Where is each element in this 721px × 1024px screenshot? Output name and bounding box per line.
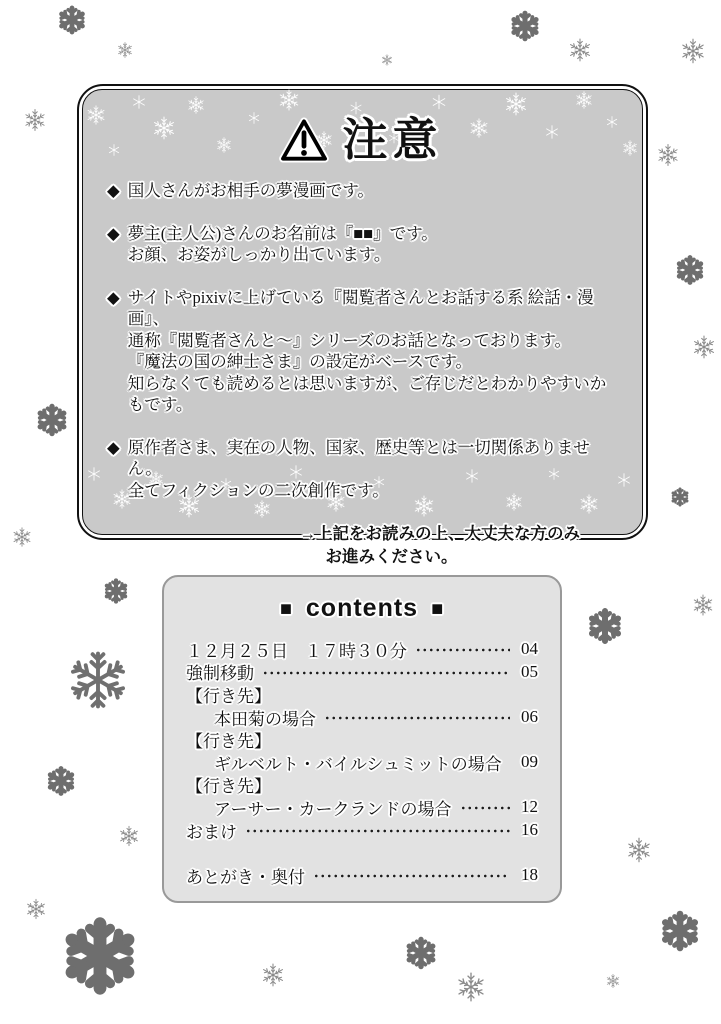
- warning-item: [107, 437, 616, 502]
- warning-title-text: 注意: [342, 115, 443, 165]
- contents-box: [162, 575, 562, 903]
- toc-label: アーサー・カークランドの場合: [214, 799, 452, 819]
- toc-label: 強制移動: [186, 664, 254, 684]
- snowflake-icon: [25, 110, 45, 131]
- snowflake-icon: [628, 838, 651, 862]
- toc-row: [186, 661, 538, 684]
- toc-label: ギルベルト・バイルシュミットの場合: [214, 754, 502, 774]
- contents-list: [186, 638, 538, 887]
- toc-page-number: 09: [521, 752, 538, 772]
- snowflake-icon: [118, 42, 133, 57]
- snowflake-icon: [407, 937, 436, 969]
- toc-leader-dots: [260, 661, 510, 684]
- snowflake-icon: [262, 964, 283, 986]
- snowflake-icon: [662, 911, 698, 952]
- square-bullet-icon: ■: [431, 597, 445, 620]
- toc-row: [186, 751, 538, 774]
- toc-page-number: 18: [521, 865, 538, 885]
- toc-label: 【行き先】: [186, 686, 271, 706]
- contents-title: [186, 594, 538, 623]
- warning-footer: [300, 522, 581, 568]
- warning-title: [107, 114, 616, 166]
- toc-page-number: 05: [521, 661, 538, 681]
- warning-content: [83, 90, 642, 568]
- toc-page-number: 06: [521, 707, 538, 727]
- diamond-bullet-icon: ◆: [107, 437, 120, 457]
- toc-page-number: 16: [521, 820, 538, 840]
- toc-leader-dots: [311, 864, 510, 887]
- snowflake-icon: [13, 528, 31, 546]
- toc-label: あとがき・奥付: [186, 867, 305, 887]
- snowflake-icon: [682, 39, 705, 63]
- warning-box: [77, 84, 648, 566]
- toc-leader-dots: [413, 638, 510, 661]
- snowflake-icon: [606, 974, 619, 987]
- toc-row: [186, 683, 538, 706]
- toc-label: 本田菊の場合: [214, 709, 316, 729]
- warning-item-text: サイトやpixivに上げている『閲覧者さんとお話する系 絵話・漫画』、 通称『閲覧者さんと〜』シリーズのお話となっております。 『魔法の国の紳士さま』の設定がベースです。 知らなくても読めるとは思いますが、ご存じだとわかりやすいかもです。: [127, 287, 607, 414]
- warning-footer-line: →上記をお読みの上、大丈夫な方のみ: [299, 524, 580, 543]
- snowflake-icon: [66, 917, 135, 994]
- snowflake-icon: [382, 55, 393, 66]
- toc-label: 【行き先】: [186, 777, 271, 797]
- toc-page-number: 12: [521, 797, 538, 817]
- snowflake-icon: [27, 899, 46, 918]
- toc-row: [186, 774, 538, 797]
- warning-item: [107, 287, 616, 416]
- snowflake-icon: [589, 608, 621, 644]
- snowflake-icon: [48, 766, 74, 796]
- toc-row: [186, 638, 538, 661]
- toc-label: 【行き先】: [186, 732, 271, 752]
- diamond-bullet-icon: ◆: [107, 223, 120, 243]
- toc-row: [186, 706, 538, 729]
- warning-item: [107, 180, 616, 202]
- warning-box-inner: [82, 89, 643, 566]
- contents-title-text: contents: [305, 594, 419, 622]
- toc-leader-dots: [243, 819, 510, 842]
- snowflake-icon: [672, 488, 689, 507]
- snowflake-icon: [693, 595, 713, 615]
- toc-row: [186, 819, 538, 842]
- square-bullet-icon: ■: [279, 597, 293, 620]
- snowflake-icon: [677, 255, 703, 285]
- warning-triangle-icon: [280, 118, 328, 162]
- snowflake-icon: [458, 973, 485, 1001]
- snowflake-icon: [658, 145, 678, 166]
- toc-row: [186, 841, 538, 864]
- diamond-bullet-icon: ◆: [107, 181, 120, 200]
- warning-item-text: 夢主(主人公)さんのお名前は『■■』です。 お顔、お姿がしっかり出ています。: [127, 223, 438, 264]
- snowflake-icon: [72, 654, 124, 707]
- toc-leader-dots: [458, 796, 511, 819]
- toc-row: [186, 864, 538, 887]
- toc-leader-dots: [322, 706, 510, 729]
- snowflake-icon: [105, 578, 127, 603]
- warning-item-text: 原作者さま、実在の人物、国家、歴史等とは一切関係ありません。 全てフィクションの二次創作です。: [127, 437, 590, 500]
- toc-row: [186, 796, 538, 819]
- warning-item: [107, 223, 616, 266]
- toc-page-number: 04: [521, 639, 538, 659]
- warning-list: [107, 180, 616, 501]
- snowflake-icon: [569, 39, 590, 61]
- warning-footer-line: お進みください。: [325, 547, 458, 566]
- snowflake-icon: [59, 6, 85, 35]
- snowflake-icon: [693, 336, 714, 358]
- toc-row: [186, 728, 538, 751]
- snowflake-icon: [511, 11, 538, 42]
- warning-item-text: 国人さんがお相手の夢漫画です。: [127, 181, 374, 200]
- toc-label: おまけ: [186, 822, 237, 842]
- snowflake-icon: [38, 404, 67, 436]
- diamond-bullet-icon: ◆: [107, 287, 120, 307]
- toc-leader-dots: [508, 751, 510, 774]
- snowflake-icon: [120, 826, 139, 845]
- toc-label: １２月２５日 １７時３０分: [186, 641, 407, 661]
